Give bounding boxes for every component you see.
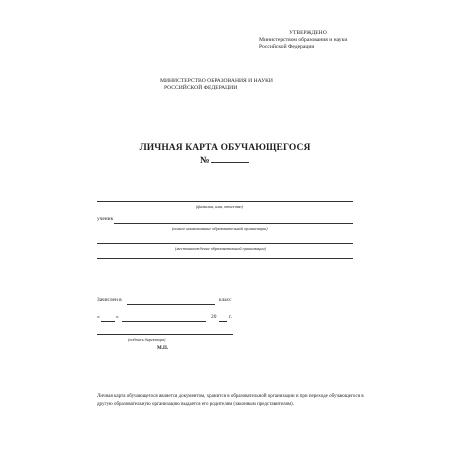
student-label: ученик (97, 216, 114, 222)
approval-stamp-block (255, 30, 365, 51)
month-line (122, 321, 206, 322)
approval-line-2: Российской Федерации (259, 44, 315, 50)
document-page (57, 0, 397, 450)
director-signature-line (97, 334, 233, 335)
approval-line-1: Министерством образования и науки (259, 37, 348, 43)
number-blank (211, 154, 249, 163)
extra-line (97, 258, 353, 259)
class-label: класс (219, 297, 232, 303)
enrolled-label: Зачислен в (97, 297, 122, 303)
ministry-line-2: РОССИЙСКОЙ ФЕДЕРАЦИИ (164, 85, 238, 91)
year-suffix: г. (229, 314, 232, 320)
org-location-line (97, 243, 353, 244)
org-full-line (114, 223, 353, 224)
number-sign: № (200, 156, 210, 166)
seal-mark: М.П. (157, 346, 169, 351)
director-caption: (подпись директора) (128, 337, 166, 342)
ministry-header (160, 78, 310, 92)
approval-title: УТВЕРЖДЕНО (289, 30, 327, 36)
enrolled-line (127, 304, 215, 305)
document-number (200, 154, 249, 166)
year-prefix: 20 (211, 314, 217, 320)
date-open-quote: « (97, 314, 100, 320)
org-full-caption: (полное наименование образовательной организации) (172, 226, 268, 231)
footer-note: Личная карта обучающегося является документом, хранится в образовательной организации и при переходе обучающегося в другую образовательную организацию выдается его родителям (законным представителям). (97, 394, 364, 407)
document-title: ЛИЧНАЯ КАРТА ОБУЧАЮЩЕГОСЯ (139, 143, 311, 153)
year-line (219, 321, 227, 322)
date-close-quote: » (116, 314, 119, 320)
name-line (97, 201, 353, 202)
day-line (101, 321, 115, 322)
org-location-caption: (местонахождение образовательной организации) (175, 246, 266, 251)
ministry-line-1: МИНИСТЕРСТВО ОБРАЗОВАНИЯ И НАУКИ (160, 78, 273, 84)
name-caption: (фамилия, имя, отчество) (196, 204, 244, 209)
